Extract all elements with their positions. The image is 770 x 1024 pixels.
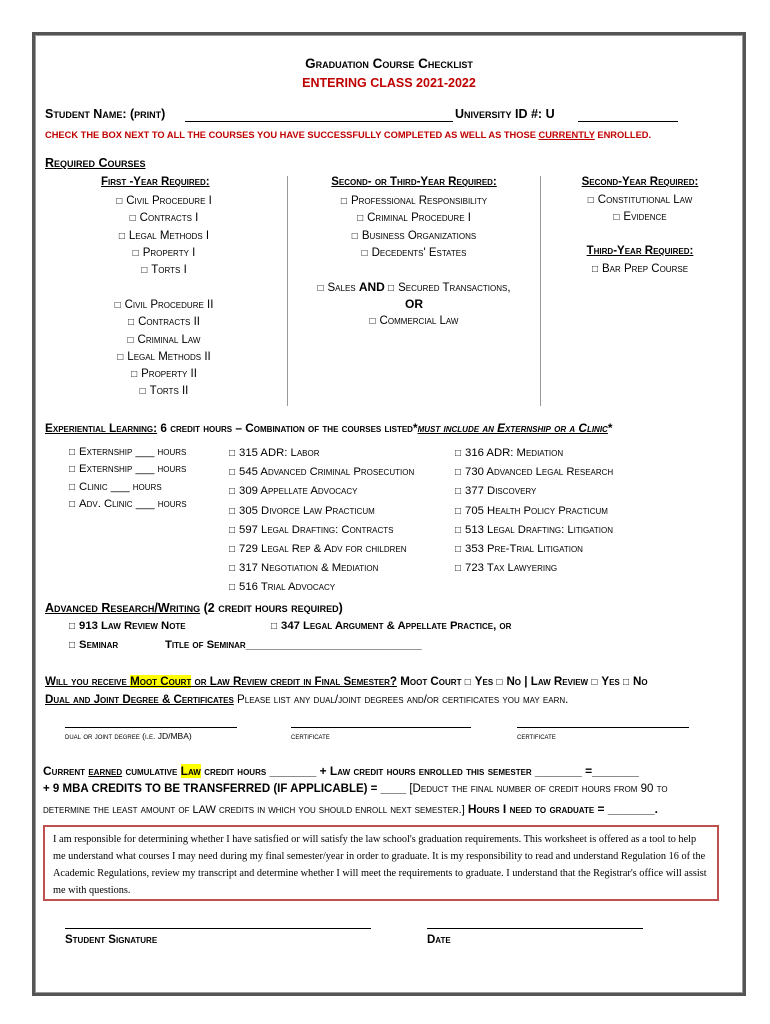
experiential-hours-item[interactable]: □ Clinic ___ hours	[69, 480, 162, 493]
experiential-heading-row: Experiential Learning: 6 credit hours – Combination of the courses listed*must include an Externship or a Clinic*	[45, 421, 613, 435]
course-item[interactable]: □ Criminal Procedure I	[357, 212, 471, 225]
course-item[interactable]: □ 545 Advanced Criminal Prosecution	[229, 466, 415, 479]
course-item[interactable]: □ 729 Legal Rep & Adv for children	[229, 543, 407, 556]
student-name-label: Student Name: (print)	[45, 107, 166, 121]
dual-degree-caption: dual or joint degree (i.e. JD/MBA)	[65, 731, 192, 741]
moot-yes-checkbox[interactable]: □ Yes	[464, 675, 494, 688]
course-item[interactable]: □ 315 ADR: Labor	[229, 447, 320, 459]
course-item[interactable]: □ 516 Trial Advocacy	[229, 581, 336, 594]
date-field[interactable]	[427, 928, 643, 929]
advanced-heading-row: Advanced Research/Writing (2 credit hours required)	[45, 601, 343, 615]
credit-hours-line-1: Current earned cumulative Law credit hours _______ + Law credit hours enrolled this semester _______ =_______	[43, 764, 639, 778]
credit-hours-line-2: + 9 MBA CREDITS TO BE TRANSFERRED (IF APPLICABLE) = ____ [Deduct the final number of credit hours from 90 to	[43, 783, 668, 795]
course-item[interactable]: □ Legal Methods II	[117, 350, 211, 363]
course-item[interactable]: □ Civil Procedure I	[116, 195, 212, 207]
course-item[interactable]: □ Business Organizations	[351, 229, 477, 242]
entering-class: ENTERING CLASS 2021-2022	[302, 76, 476, 90]
checklist-page	[32, 32, 746, 996]
first-year-heading: First -Year Required:	[101, 176, 210, 188]
certificate-caption-1: certificate	[291, 731, 330, 741]
page-title: Graduation Course Checklist	[305, 56, 473, 71]
first-year-list-b	[79, 299, 249, 403]
signature-field[interactable]	[65, 928, 371, 929]
course-item[interactable]: □ Criminal Law	[127, 333, 201, 346]
second-third-year-list	[291, 195, 537, 264]
commercial-law-item[interactable]: □ Commercial Law	[369, 315, 459, 327]
course-item[interactable]: □ 597 Legal Drafting: Contracts	[229, 523, 394, 536]
experiential-hours-item[interactable]: □ Externship ___ hours	[69, 463, 187, 476]
course-item[interactable]: □ Contracts I	[129, 212, 199, 225]
seminar-item[interactable]: □ Seminar	[69, 639, 119, 651]
sales-secured-row: □ Sales AND □ Secured Transactions,	[317, 280, 511, 294]
university-id-label: University ID #: U	[455, 107, 555, 121]
seminar-title-field[interactable]: Title of Seminar____________________________	[165, 639, 422, 651]
course-item[interactable]: □ Torts II	[139, 385, 189, 398]
course-item[interactable]: □ 317 Negotiation & Mediation	[229, 562, 379, 575]
course-item[interactable]: □ Constitutional Law	[587, 194, 693, 206]
responsibility-notice: I am responsible for determining whether I have satisfied or will satisfy the law school's graduation requirements. This worksheet is offered as a tool to help me understand what courses I may need during my final semester/year in order to graduate. It is my responsibility to read and understand Regulation 16 of the Academic Regulations, review my transcript and determine whether I will meet the requirements to graduate. I understand that the Registrar's office will assist me with questions.	[43, 825, 719, 901]
course-item[interactable]: □ 377 Discovery	[455, 485, 537, 498]
university-id-field[interactable]	[578, 121, 678, 122]
course-item[interactable]: □ 316 ADR: Mediation	[455, 447, 564, 459]
course-item[interactable]: □ 723 Tax Lawyering	[455, 562, 558, 575]
check-instruction: CHECK THE BOX NEXT TO ALL THE COURSES YOU HAVE SUCCESSFULLY COMPLETED AS WELL AS THOSE CURRENTLY ENROLLED.	[45, 130, 652, 140]
legal-argument-item[interactable]: □ 347 Legal Argument & Appellate Practice, or	[271, 620, 512, 632]
experiential-course-list-2	[229, 444, 414, 598]
required-courses-heading: Required Courses	[45, 156, 146, 170]
second-year-list	[541, 194, 739, 229]
second-year-heading: Second-Year Required:	[581, 176, 699, 188]
course-item[interactable]: □ 513 Legal Drafting: Litigation	[455, 523, 614, 536]
credit-hours-line-3: determine the least amount of LAW credits in which you should enroll next semester.] Hours I need to graduate = _______.	[43, 802, 658, 816]
law-review-no-checkbox[interactable]: □ No	[623, 675, 648, 688]
second-third-year-heading: Second- or Third-Year Required:	[331, 176, 497, 188]
certificate-field-1[interactable]	[291, 727, 471, 728]
course-item[interactable]: □ Civil Procedure II	[114, 299, 214, 311]
course-item[interactable]: □ 305 Divorce Law Practicum	[229, 504, 375, 517]
moot-no-checkbox[interactable]: □ No	[496, 675, 522, 688]
experiential-hours-item[interactable]: □ Externship ___ hours	[69, 446, 187, 458]
course-item[interactable]: □ Evidence	[613, 211, 667, 224]
course-item[interactable]: □ Decedents' Estates	[361, 246, 467, 259]
course-item[interactable]: □ 309 Appellate Advocacy	[229, 485, 358, 498]
experiential-course-list-3	[455, 444, 613, 578]
moot-court-row: Will you receive Moot Court or Law Review credit in Final Semester? Moot Court □ Yes □ No | Law Review □ Yes □ No	[45, 675, 648, 688]
course-item[interactable]: □ 705 Health Policy Practicum	[455, 504, 608, 517]
course-item[interactable]: □ Legal Methods I	[118, 229, 210, 242]
course-item[interactable]: □ Bar Prep Course	[591, 263, 689, 275]
experiential-hours-list	[69, 444, 187, 513]
course-item[interactable]: □ Property I	[132, 246, 196, 259]
course-item[interactable]: □ 353 Pre-Trial Litigation	[455, 543, 583, 556]
course-item[interactable]: □ Torts I	[141, 264, 187, 277]
course-item[interactable]: □ Property II	[131, 368, 197, 381]
experiential-hours-item[interactable]: □ Adv. Clinic ___ hours	[69, 497, 187, 510]
column-divider	[287, 176, 288, 406]
law-review-note-item[interactable]: □ 913 Law Review Note	[69, 620, 186, 632]
certificate-caption-2: certificate	[517, 731, 556, 741]
or-label: OR	[405, 297, 423, 311]
dual-degree-field[interactable]	[65, 727, 237, 728]
course-item[interactable]: □ Professional Responsibility	[340, 195, 488, 207]
law-review-yes-checkbox[interactable]: □ Yes	[591, 675, 620, 688]
course-item[interactable]: □ 730 Advanced Legal Research	[455, 466, 614, 479]
secured-item[interactable]: □ Secured Transactions,	[388, 282, 511, 294]
signature-label: Student Signature	[65, 934, 158, 946]
date-label: Date	[427, 934, 451, 946]
dual-degree-row: Dual and Joint Degree & Certificates Please list any dual/joint degrees and/or certificates you may earn.	[45, 693, 569, 706]
student-name-field[interactable]	[185, 121, 453, 122]
sales-item[interactable]: □ Sales	[317, 282, 356, 294]
course-item[interactable]: □ Contracts II	[128, 316, 200, 329]
certificate-field-2[interactable]	[517, 727, 689, 728]
first-year-list-a	[79, 195, 249, 281]
third-year-heading: Third-Year Required:	[586, 245, 694, 257]
